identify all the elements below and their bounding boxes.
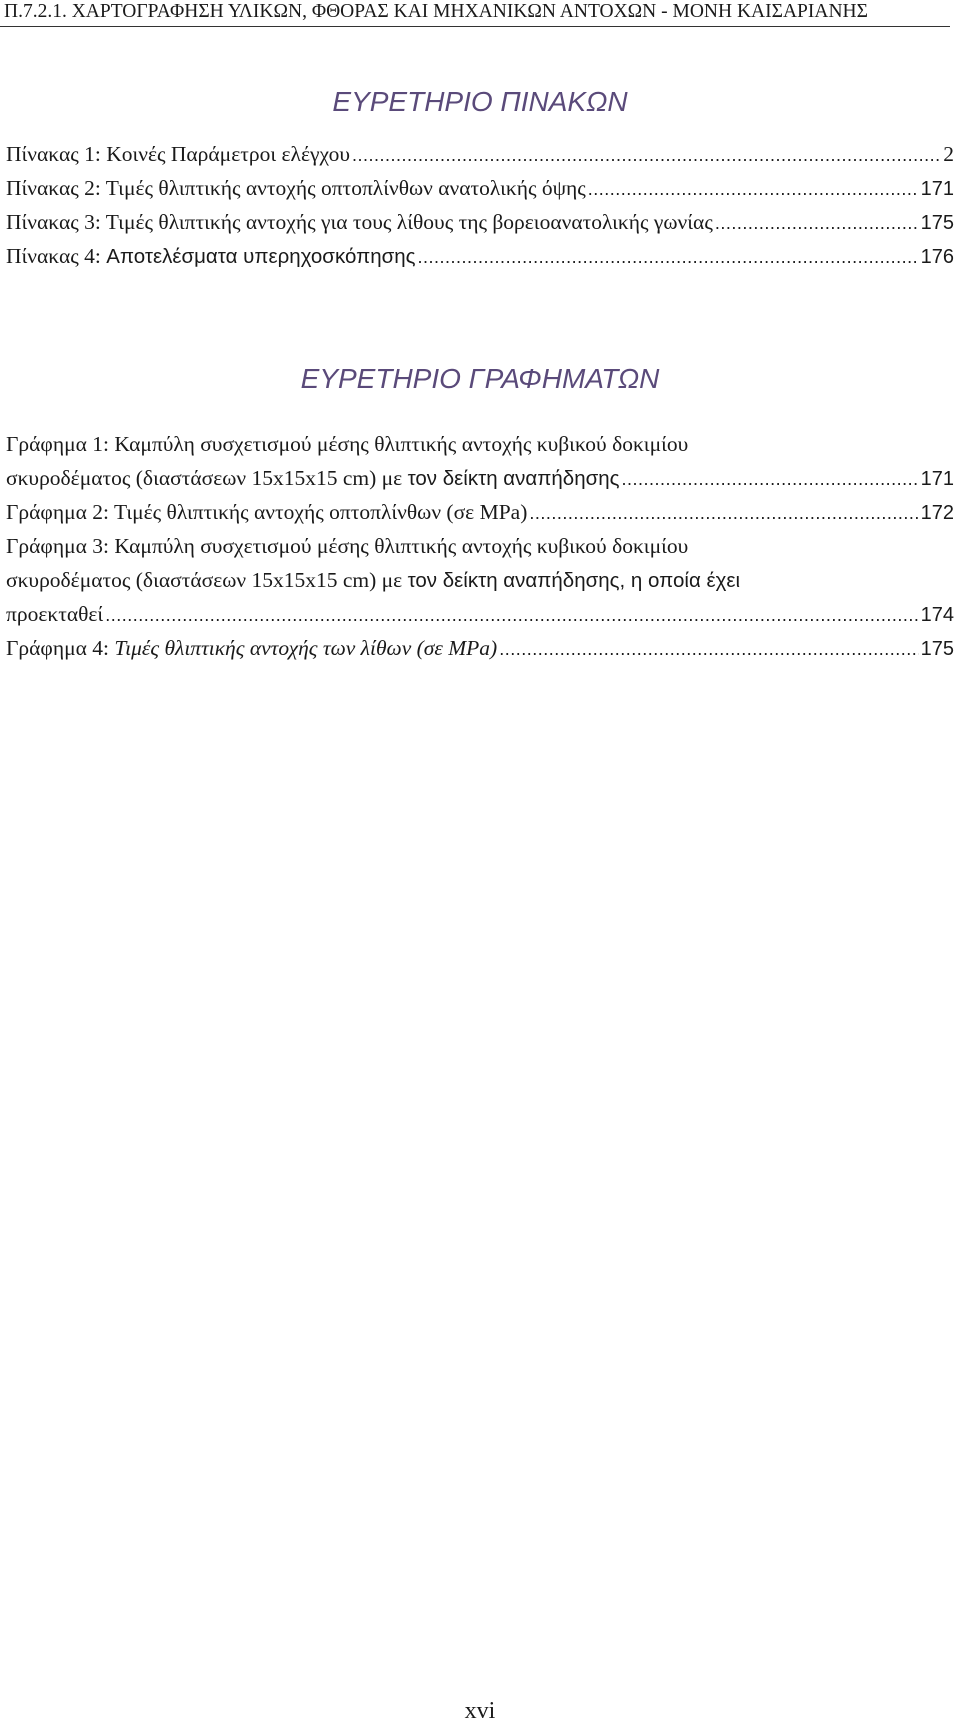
toc-entry-table-2[interactable] [6, 171, 954, 205]
dot-leader [622, 462, 919, 495]
header-rule [0, 26, 950, 27]
toc-entry-label [6, 631, 497, 665]
toc-entry-figure-4[interactable] [6, 631, 954, 665]
toc-entry-page: 175 [920, 212, 954, 234]
toc-entry-label: Πίνακας 3: Τιμές θλιπτικής αντοχής για τους λίθους της βορειοανατολικής γωνίας [6, 210, 713, 234]
dot-leader [715, 206, 919, 239]
figures-index-title: ΕΥΡΕΤΗΡΙΟ ΓΡΑΦΗΜΑΤΩΝ [300, 363, 660, 394]
tables-index-title: ΕΥΡΕΤΗΡΙΟ ΠΙΝΑΚΩΝ [332, 86, 628, 117]
toc-entry-figure-3-line2[interactable] [6, 563, 954, 597]
toc-entry-figure-1-line1[interactable]: Γράφημα 1: Καμπύλη συσχετισμού μέσης θλιπτικής αντοχής κυβικού δοκιμίου [6, 432, 689, 456]
dot-leader [352, 138, 941, 171]
dot-leader [105, 598, 918, 631]
toc-entry-label-part: σκυροδέματος (διαστάσεων 15x15x15 cm) με [6, 568, 408, 592]
toc-entry-figure-3[interactable] [6, 597, 954, 631]
toc-entry-label: Γράφημα 2: Τιμές θλιπτικής αντοχής οπτοπλίνθων (σε MPa) [6, 500, 528, 524]
toc-entry-label-prefix: Πίνακας 4: [6, 244, 107, 268]
toc-entry-figure-1[interactable] [6, 461, 954, 495]
dot-leader [588, 172, 919, 205]
dot-leader [499, 632, 918, 665]
toc-entry-label [6, 461, 620, 495]
toc-entry-label: Πίνακας 2: Τιμές θλιπτικής αντοχής οπτοπλίνθων ανατολικής όψης [6, 176, 586, 200]
toc-entry-label-part: τον δείκτη αναπήδησης, η οποία έχει [407, 569, 741, 592]
toc-entry-page: 172 [920, 502, 954, 524]
toc-entry-page: 171 [920, 468, 954, 490]
toc-entry-page: 2 [943, 142, 954, 166]
toc-entry-page: 171 [920, 178, 954, 200]
toc-entry-table-3[interactable] [6, 205, 954, 239]
toc-entry-label [6, 239, 416, 273]
toc-entry-label-text: Αποτελέσματα υπερηχοσκόπησης [106, 245, 416, 268]
toc-entry-label-part: τον δείκτη αναπήδησης [407, 467, 620, 490]
dot-leader [418, 240, 919, 273]
toc-entry-figure-3-line1[interactable]: Γράφημα 3: Καμπύλη συσχετισμού μέσης θλιπτικής αντοχής κυβικού δοκιμίου [6, 534, 689, 558]
toc-entry-label-prefix: Γράφημα 4: [6, 636, 115, 660]
toc-entry-table-4[interactable] [6, 239, 954, 273]
toc-entry-page: 176 [920, 246, 954, 268]
toc-entry-table-1[interactable] [6, 137, 954, 171]
running-header-text: Π.7.2.1. ΧΑΡΤΟΓΡΑΦΗΣΗ ΥΛΙΚΩΝ, ΦΘΟΡΑΣ ΚΑΙ ΜΗΧΑΝΙΚΩΝ ΑΝΤΟΧΩΝ - ΜΟΝΗ ΚΑΙΣΑΡΙΑΝΗΣ [4, 1, 868, 22]
dot-leader [529, 496, 918, 529]
toc-entry-figure-2[interactable] [6, 495, 954, 529]
toc-entry-label-part: σκυροδέματος (διαστάσεων 15x15x15 cm) με [6, 466, 408, 490]
page-number: xvi [464, 1698, 496, 1724]
running-header [0, 0, 960, 26]
toc-entry-page: 174 [920, 604, 954, 626]
toc-entry-label-text: Τιμές θλιπτικής αντοχής των λίθων (σε MPa) [114, 636, 498, 660]
toc-entry-label: προεκταθεί [6, 602, 104, 626]
toc-entry-label: Πίνακας 1: Κοινές Παράμετροι ελέγχου [6, 142, 350, 166]
toc-entry-page: 175 [920, 638, 954, 660]
